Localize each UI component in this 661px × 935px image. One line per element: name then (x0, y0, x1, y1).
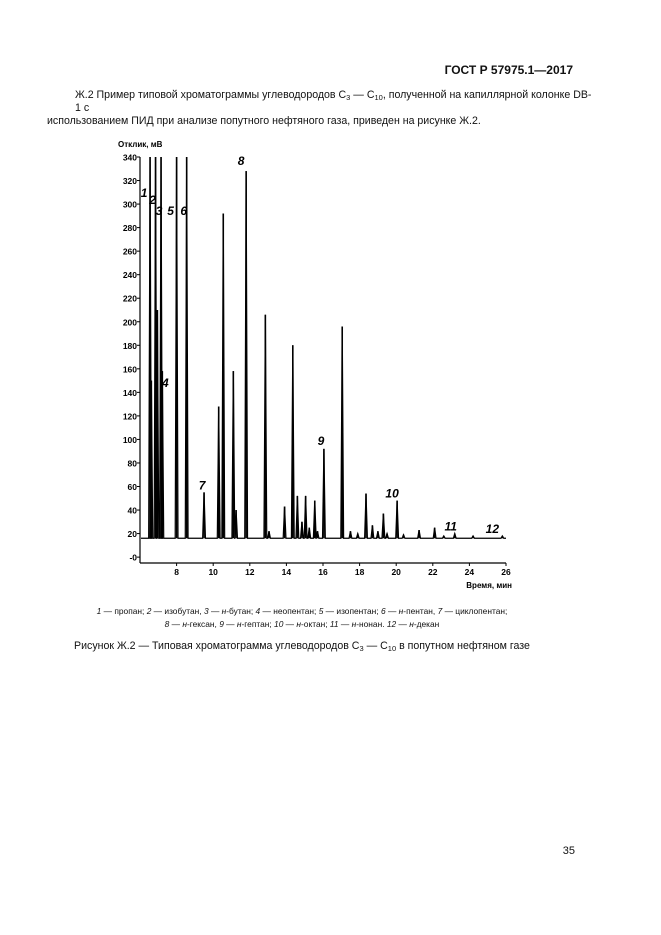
intro-line-2: использованием ПИД при анализе попутного нефтяного газа, приведен на рисунке Ж.2. (47, 115, 481, 127)
peak-label: 8 (237, 154, 245, 168)
legend-fragment: 5 (318, 606, 324, 616)
legend-fragment: -нонан. (356, 619, 387, 629)
legend-fragment: н (351, 619, 357, 629)
peak-label: 5 (167, 204, 174, 218)
x-tick-label: 18 (354, 567, 365, 577)
peak-label: 9 (317, 433, 325, 448)
peak-label: 10 (385, 486, 399, 501)
legend-fragment: 8 (164, 619, 170, 629)
legend-fragment: н (398, 606, 404, 616)
legend-fragment: — (338, 619, 352, 629)
y-tick-label: 160 (122, 364, 137, 375)
peak-label: 4 (161, 376, 169, 391)
legend-fragment: 4 (255, 606, 261, 616)
figure-legend (60, 605, 544, 631)
y-tick-label: -0 (129, 552, 137, 563)
y-axis-label: Отклик, мВ (118, 140, 163, 149)
x-tick-label: 26 (501, 567, 511, 577)
legend-fragment: 9 (219, 619, 224, 629)
legend-fragment: 11 (329, 619, 339, 629)
caption-text-c: в попутном нефтяном газе (396, 640, 530, 652)
legend-line-1 (60, 605, 544, 618)
legend-fragment: 10 (274, 619, 284, 629)
legend-fragment: — (208, 606, 222, 616)
peak-label: 12 (485, 521, 500, 536)
y-tick-label: 100 (122, 434, 137, 445)
legend-fragment: — (169, 619, 183, 629)
legend-fragment: -декан (413, 619, 440, 629)
y-tick-label: 60 (127, 482, 137, 493)
y-tick-label: 180 (122, 340, 137, 351)
x-axis-label: Время, мин (466, 581, 512, 590)
legend-fragment: 1 (96, 606, 102, 616)
legend-fragment: -пентан, (403, 606, 438, 616)
intro-text-b: — C (350, 89, 375, 101)
peak-label: 1 (140, 186, 148, 200)
legend-fragment: — неопентан; (260, 606, 319, 616)
legend-fragment: н (409, 619, 414, 629)
caption-sub-b: 10 (387, 644, 397, 653)
x-tick-label: 12 (245, 567, 255, 577)
peak-label: 7 (198, 478, 206, 493)
chart-peak-labels (141, 154, 500, 536)
legend-fragment: — пропан; (101, 606, 147, 616)
y-tick-label: 220 (122, 293, 137, 304)
legend-fragment: 6 (380, 606, 386, 616)
x-tick-label: 22 (428, 567, 438, 577)
caption-text-a: Рисунок Ж.2 — Типовая хроматограмма углеводородов C (74, 640, 360, 652)
legend-fragment: 7 (437, 606, 443, 616)
x-tick-label: 16 (318, 567, 328, 577)
standard-id: ГОСТ Р 57975.1—2017 (444, 63, 573, 77)
legend-fragment: н (221, 606, 227, 616)
x-tick-label: 14 (281, 567, 292, 577)
legend-fragment: -гептан; (241, 619, 275, 629)
legend-fragment: 2 (146, 606, 152, 616)
legend-fragment: — циклопентан; (442, 606, 508, 616)
legend-fragment: 3 (203, 606, 209, 616)
caption-text-b: — C (363, 640, 388, 652)
legend-fragment: н (182, 619, 187, 629)
y-tick-label: 340 (122, 152, 137, 163)
legend-fragment: 12 (386, 619, 397, 629)
y-tick-label: 320 (122, 176, 137, 187)
legend-fragment: — (385, 606, 399, 616)
y-tick-label: 120 (122, 411, 137, 422)
y-tick-label: 40 (127, 505, 137, 516)
intro-sub-b: 10 (374, 93, 383, 102)
y-tick-label: 280 (122, 223, 137, 234)
legend-fragment: — изобутан, (151, 606, 204, 616)
x-tick-label: 24 (464, 567, 475, 577)
x-tick-label: 10 (208, 567, 218, 577)
legend-line-2 (60, 618, 544, 631)
caption-sub-a: 3 (359, 644, 364, 653)
chart-trace (141, 157, 506, 538)
y-tick-label: 260 (122, 246, 137, 257)
intro-text-c: , полученной на капиллярной колонке DB-1 с (75, 89, 592, 114)
page-number: 35 (562, 845, 575, 857)
legend-fragment: -бутан; (226, 606, 256, 616)
figure-caption (60, 640, 544, 652)
y-tick-label: 80 (127, 458, 137, 469)
legend-fragment: — изопентан; (323, 606, 381, 616)
peak-label: 2 (149, 193, 156, 207)
x-tick-label: 8 (174, 567, 179, 577)
legend-fragment: — (396, 619, 410, 629)
x-tick-label: 20 (391, 567, 401, 577)
legend-fragment: н (296, 619, 301, 629)
legend-fragment: -гексан, (186, 619, 220, 629)
legend-fragment: — (223, 619, 237, 629)
legend-fragment: н (236, 619, 242, 629)
legend-fragment: -октан; (301, 619, 330, 629)
peak-label: 6 (180, 204, 188, 218)
y-tick-label: 20 (127, 529, 137, 540)
intro-sub-a: 3 (346, 93, 351, 102)
peak-label: 11 (444, 519, 457, 534)
legend-fragment: — (283, 619, 297, 629)
y-tick-label: 240 (122, 270, 137, 281)
y-tick-label: 200 (122, 317, 137, 328)
y-tick-label: 140 (122, 387, 137, 398)
y-tick-label: 300 (122, 199, 137, 210)
peak-label: 3 (155, 204, 163, 218)
intro-text-a: Ж.2 Пример типовой хроматограммы углеводородов C (75, 89, 347, 101)
